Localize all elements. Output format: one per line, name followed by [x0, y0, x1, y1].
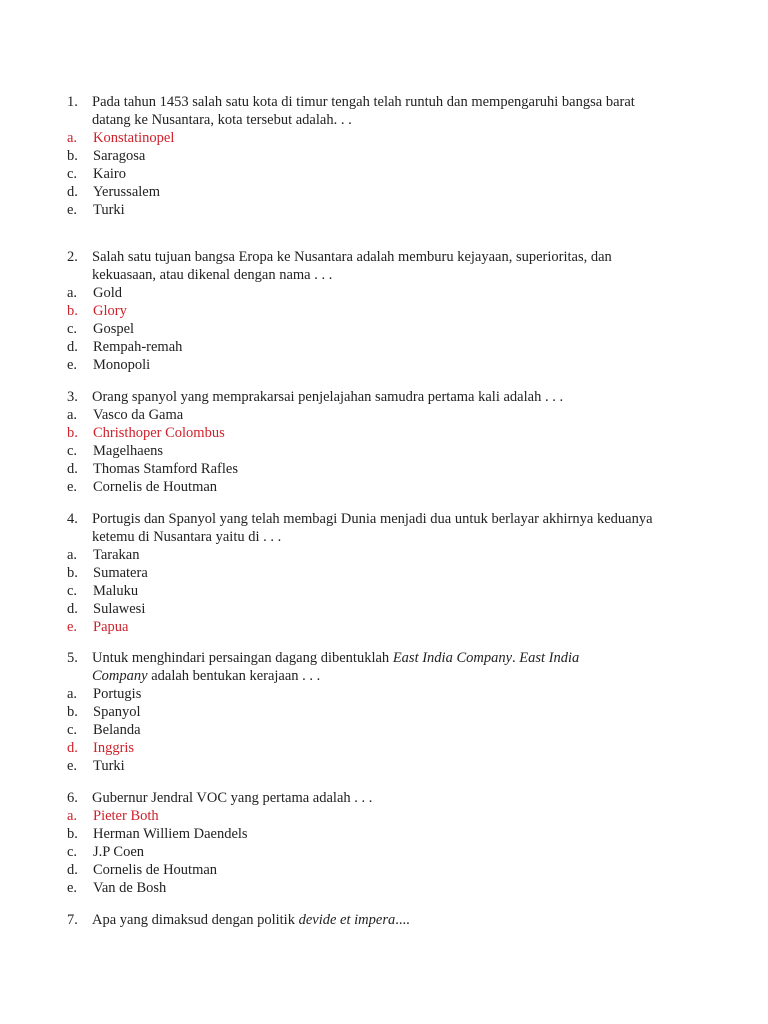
question-1 [67, 93, 707, 219]
option-a-correct: a. Pieter Both [67, 808, 159, 824]
option-b: b. Sumatera [67, 565, 148, 581]
option-b: b. Saragosa [67, 148, 146, 164]
option-e: e. Cornelis de Houtman [67, 479, 218, 495]
option-d: d. Yerussalem [67, 184, 160, 200]
option-e: e. Monopoli [67, 357, 151, 373]
question-2 [67, 248, 707, 374]
option-a: a. Tarakan [67, 547, 140, 563]
option-a: a. Gold [67, 285, 122, 301]
option-d: d. Sulawesi [67, 601, 146, 617]
option-a-correct: a. Konstatinopel [67, 130, 175, 146]
question-number: 1. [67, 94, 78, 110]
option-b-correct: b. Glory [67, 303, 127, 319]
question-7 [67, 911, 707, 929]
question-text-line1: Orang spanyol yang memprakarsai penjelajahan samudra pertama kali adalah . . . [92, 389, 564, 405]
option-c: c. Kairo [67, 166, 127, 182]
option-b: b. Herman Williem Daendels [67, 826, 248, 842]
option-e: e. Van de Bosh [67, 880, 167, 896]
question-text-line1: Apa yang dimaksud dengan politik devide et impera.... [92, 912, 410, 928]
question-4 [67, 510, 707, 636]
option-c: c. J.P Coen [67, 844, 145, 860]
option-c: c. Belanda [67, 722, 141, 738]
option-d: d. Cornelis de Houtman [67, 862, 218, 878]
option-b: b. Spanyol [67, 704, 141, 720]
option-c: c. Maluku [67, 583, 139, 599]
question-text-line2: datang ke Nusantara, kota tersebut adalah. . . [92, 112, 352, 128]
question-3 [67, 388, 707, 496]
question-text-line1: Pada tahun 1453 salah satu kota di timur tengah telah runtuh dan mempengaruhi bangsa barat [92, 94, 635, 110]
question-stem [67, 510, 707, 546]
question-text-line1: Gubernur Jendral VOC yang pertama adalah . . . [92, 790, 373, 806]
question-text-line2: ketemu di Nusantara yaitu di . . . [92, 529, 282, 545]
question-text-line1: Salah satu tujuan bangsa Eropa ke Nusantara adalah memburu kejayaan, superioritas, dan [92, 249, 612, 265]
question-number: 3. [67, 389, 78, 405]
question-stem [67, 248, 707, 284]
question-stem [67, 789, 707, 807]
question-stem [67, 911, 707, 929]
question-number: 7. [67, 912, 78, 928]
question-5 [67, 649, 707, 775]
option-d: d. Rempah-remah [67, 339, 183, 355]
question-text-line1: Untuk menghindari persaingan dagang dibentuklah East India Company. East India [92, 650, 580, 666]
question-stem [67, 649, 707, 685]
question-text-line1: Portugis dan Spanyol yang telah membagi Dunia menjadi dua untuk berlayar akhirnya keduanya [92, 511, 653, 527]
question-number: 6. [67, 790, 78, 806]
option-e: e. Turki [67, 202, 125, 218]
question-number: 2. [67, 249, 78, 265]
question-text-line2: Company adalah bentukan kerajaan . . . [92, 668, 321, 684]
question-6 [67, 789, 707, 897]
option-e-correct: e. Papua [67, 619, 129, 635]
option-c: c. Magelhaens [67, 443, 164, 459]
option-c: c. Gospel [67, 321, 135, 337]
question-number: 5. [67, 650, 78, 666]
option-a: a. Vasco da Gama [67, 407, 184, 423]
option-e: e. Turki [67, 758, 125, 774]
option-b-correct: b. Christhoper Colombus [67, 425, 225, 441]
question-stem [67, 388, 707, 406]
option-d: d. Thomas Stamford Rafles [67, 461, 238, 477]
question-text-line2: kekuasaan, atau dikenal dengan nama . . . [92, 267, 333, 283]
question-stem [67, 93, 707, 129]
option-d-correct: d. Inggris [67, 740, 135, 756]
question-number: 4. [67, 511, 78, 527]
option-a: a. Portugis [67, 686, 142, 702]
